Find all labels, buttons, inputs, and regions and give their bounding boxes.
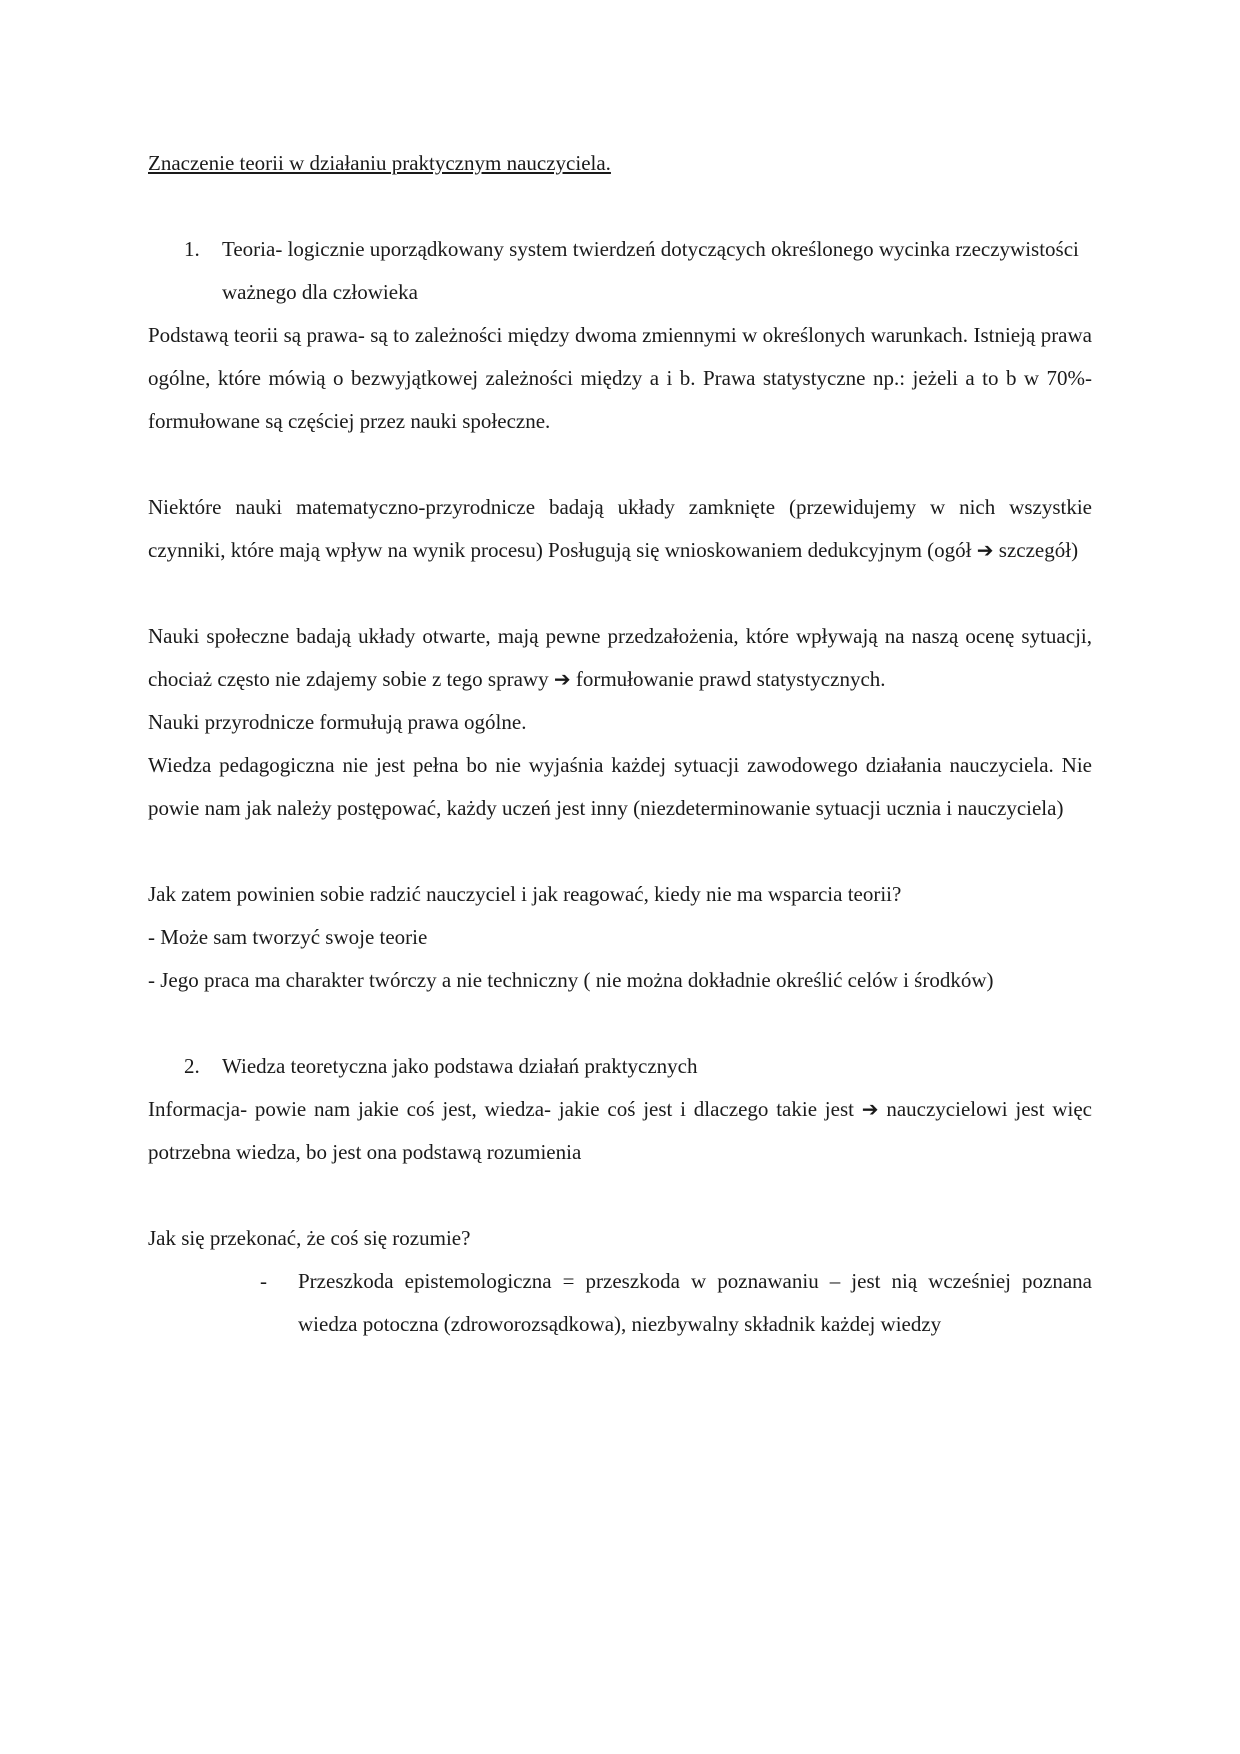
- paragraph-information-knowledge: Informacja- powie nam jakie coś jest, wiedza- jakie coś jest i dlaczego takie jest ➔ nauczycielowi jest więc potrzebna wiedza, bo jest ona podstawą rozumienia: [148, 1097, 1092, 1164]
- paragraph-open-systems: Nauki społeczne badają układy otwarte, mają pewne przedzałożenia, które wpływają na naszą ocenę sytuacji, chociaż często nie zdajemy sobie z tego sprawy ➔ formułowanie prawd statystycznych.: [148, 624, 1092, 691]
- arrow-right-icon: ➔: [553, 667, 571, 691]
- item-text: Wiedza teoretyczna jako podstawa działań praktycznych: [222, 1054, 698, 1078]
- paragraph-closed-systems: Niektóre nauki matematyczno-przyrodnicze badają układy zamknięte (przewidujemy w nich wszystkie czynniki, które mają wpływ na wynik procesu) Posługują się wnioskowaniem dedukcyjnym (ogół ➔ szczegół): [148, 495, 1092, 562]
- document-body: [148, 142, 1092, 1346]
- paragraph-pedagogical-knowledge: Wiedza pedagogiczna nie jest pełna bo nie wyjaśnia każdej sytuacji zawodowego działania nauczyciela. Nie powie nam jak należy postępować, każdy uczeń jest inny (niezdeterminowanie sytuacji ucznia i nauczyciela): [148, 753, 1092, 820]
- paragraph-laws: Podstawą teorii są prawa- są to zależności między dwoma zmiennymi w określonych warunkach. Istnieją prawa ogólne, które mówią o bezwyjątkowej zależności między a i b. Prawa statystyczne np.: jeżeli a to b w 70%- formułowane są częściej przez nauki społeczne.: [148, 323, 1092, 433]
- item-number: 2.: [184, 1054, 200, 1078]
- list-item-text: Przeszkoda epistemologiczna = przeszkoda w poznawaniu – jest nią wcześniej poznana wiedza potoczna (zdroworozsądkowa), niezbywalny składnik każdej wiedzy: [298, 1269, 1092, 1336]
- paragraph-question-understanding: Jak się przekonać, że coś się rozumie?: [148, 1226, 471, 1250]
- item-text: Teoria- logicznie uporządkowany system twierdzeń dotyczących określonego wycinka rzeczywistości ważnego dla człowieka: [222, 237, 1079, 304]
- arrow-right-icon: ➔: [976, 538, 994, 562]
- arrow-right-icon: ➔: [861, 1097, 879, 1121]
- numbered-heading-1: [148, 228, 1092, 314]
- list-line-creative-work: - Jego praca ma charakter twórczy a nie techniczny ( nie można dokładnie określić celów i środków): [148, 968, 994, 992]
- numbered-heading-2: [148, 1045, 1092, 1088]
- dash-list-item: [148, 1260, 1092, 1346]
- list-line-own-theories: - Może sam tworzyć swoje teorie: [148, 925, 428, 949]
- list-dash: -: [260, 1269, 267, 1293]
- document-title: Znaczenie teorii w działaniu praktycznym nauczyciela.: [148, 151, 611, 175]
- item-number: 1.: [184, 237, 200, 261]
- paragraph-natural-sciences: Nauki przyrodnicze formułują prawa ogólne.: [148, 710, 527, 734]
- paragraph-question-teacher: Jak zatem powinien sobie radzić nauczyciel i jak reagować, kiedy nie ma wsparcia teorii?: [148, 882, 902, 906]
